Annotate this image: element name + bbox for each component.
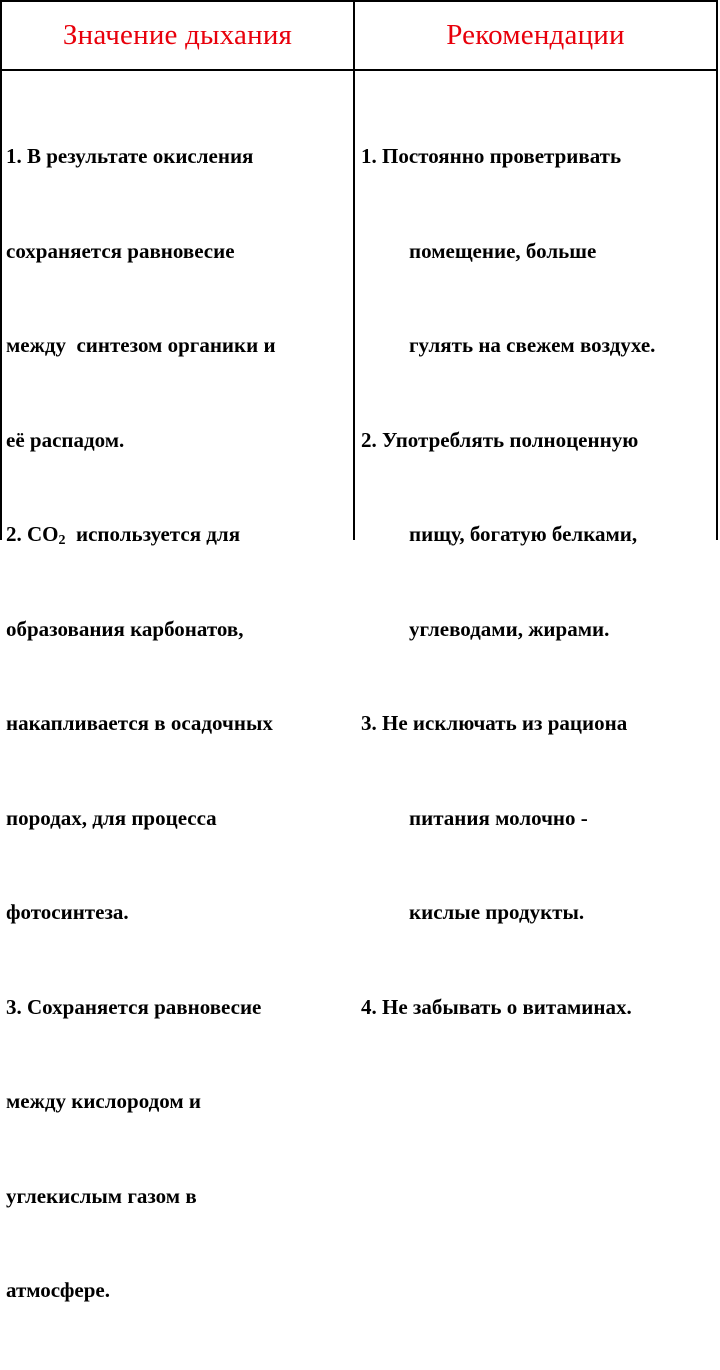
text-line: 2. Употреблять полноценную bbox=[361, 427, 639, 452]
text-line: питания молочно - bbox=[409, 805, 588, 830]
recommendations-text bbox=[361, 78, 655, 1086]
text-line: фотосинтеза. bbox=[6, 900, 129, 924]
text-line: породах, для процесса bbox=[6, 805, 217, 830]
text-line: углекислым газом в bbox=[6, 1183, 197, 1208]
text-line: между кислородом и bbox=[6, 1089, 201, 1113]
table-border-left bbox=[0, 0, 2, 540]
text-line: 3. Сохраняется равновесие bbox=[6, 994, 262, 1019]
text-line: её распадом. bbox=[6, 427, 125, 452]
text-line: атмосфере. bbox=[6, 1278, 110, 1302]
table-header-divider bbox=[0, 69, 718, 71]
co2-subscript: 2 bbox=[58, 533, 66, 548]
text-line: образования карбонатов, bbox=[6, 616, 244, 641]
header-significance: Значение дыхания bbox=[62, 19, 293, 51]
header-recommendations: Рекомендации bbox=[446, 19, 625, 51]
text-line: накапливается в осадочных bbox=[6, 711, 273, 735]
table-border-right bbox=[716, 0, 718, 540]
co2-prefix: 2. СО bbox=[6, 522, 59, 546]
text-line-co2 bbox=[6, 519, 276, 551]
text-line: между синтезом органики и bbox=[6, 333, 276, 357]
text-line: гулять на свежем воздухе. bbox=[409, 333, 656, 357]
text-line: 1. В результате окисления bbox=[6, 144, 254, 168]
text-line: пищу, богатую белками, bbox=[409, 522, 638, 546]
co2-suffix: используется для bbox=[65, 522, 241, 546]
text-line: 1. Постоянно проветривать bbox=[361, 144, 622, 168]
text-line: кислые продукты. bbox=[409, 900, 585, 924]
text-line: углеводами, жирами. bbox=[409, 616, 610, 641]
text-line: 3. Не исключать из рациона bbox=[361, 711, 628, 735]
text-line: сохраняется равновесие bbox=[6, 238, 235, 263]
text-line: помещение, больше bbox=[409, 238, 597, 263]
table-column-divider bbox=[353, 0, 355, 540]
significance-text bbox=[6, 78, 276, 1370]
text-line: 4. Не забывать о витаминах. bbox=[361, 994, 632, 1019]
